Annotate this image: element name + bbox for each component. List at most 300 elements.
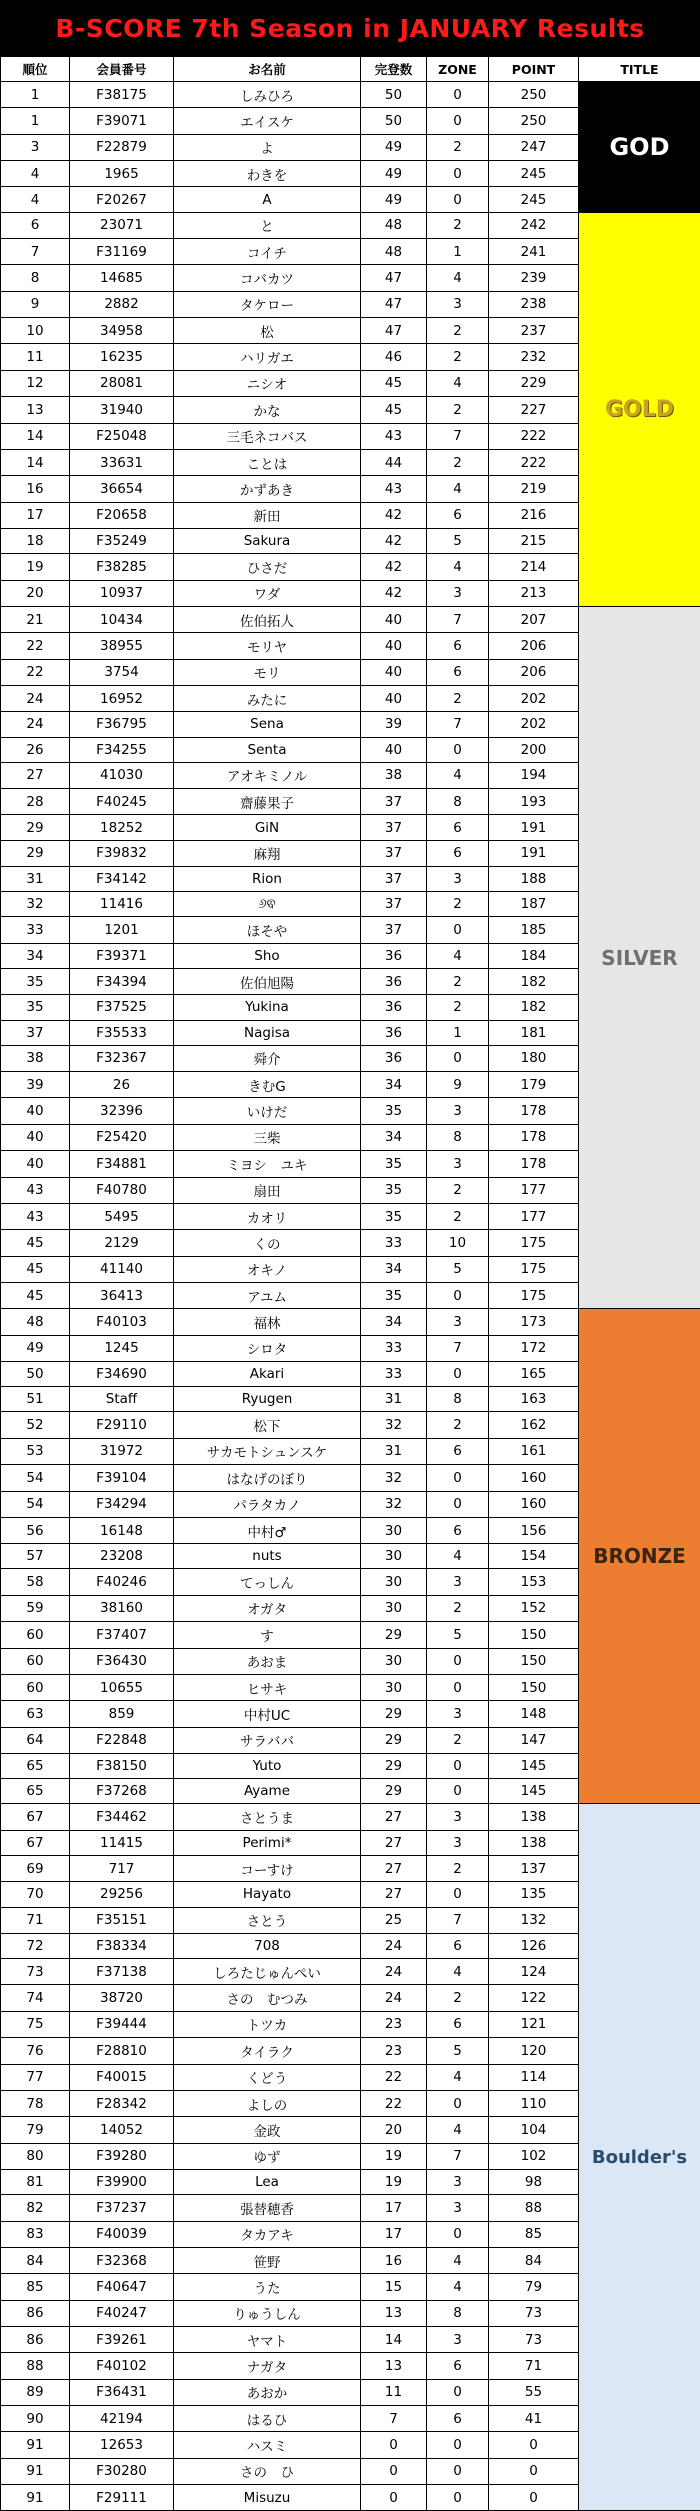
point-cell: 153: [489, 1569, 579, 1595]
zone-cell: 0: [427, 1648, 489, 1674]
name-cell: Lea: [174, 2169, 361, 2194]
zone-cell: 8: [427, 1124, 489, 1150]
member-number-cell: 32396: [70, 1098, 174, 1124]
zone-cell: 4: [427, 2064, 489, 2090]
col-header-zone: ZONE: [427, 57, 489, 82]
zone-cell: 2: [427, 1855, 489, 1881]
completed-cell: 40: [361, 633, 427, 659]
rank-cell: 17: [1, 502, 70, 528]
rank-cell: 45: [1, 1282, 70, 1308]
name-cell: ヒサキ: [174, 1674, 361, 1700]
rank-cell: 40: [1, 1124, 70, 1150]
member-number-cell: F34881: [70, 1151, 174, 1177]
name-cell: す: [174, 1622, 361, 1648]
name-cell: 松下: [174, 1412, 361, 1438]
point-cell: 150: [489, 1674, 579, 1700]
rank-cell: 9: [1, 291, 70, 317]
point-cell: 238: [489, 291, 579, 317]
completed-cell: 42: [361, 580, 427, 606]
name-cell: うた: [174, 2274, 361, 2300]
point-cell: 160: [489, 1465, 579, 1491]
member-number-cell: 23071: [70, 212, 174, 238]
completed-cell: 45: [361, 397, 427, 423]
point-cell: 88: [489, 2195, 579, 2221]
completed-cell: 0: [361, 2458, 427, 2484]
rank-cell: 60: [1, 1648, 70, 1674]
rank-cell: 91: [1, 2458, 70, 2484]
rank-cell: 21: [1, 606, 70, 632]
member-number-cell: F40102: [70, 2353, 174, 2379]
rank-cell: 81: [1, 2169, 70, 2194]
rank-cell: 26: [1, 737, 70, 762]
member-number-cell: F40247: [70, 2300, 174, 2326]
zone-cell: 4: [427, 370, 489, 396]
point-cell: 0: [489, 2458, 579, 2484]
completed-cell: 15: [361, 2274, 427, 2300]
rank-cell: 85: [1, 2274, 70, 2300]
col-header-rank: 順位: [1, 57, 70, 82]
member-number-cell: F32367: [70, 1045, 174, 1071]
completed-cell: 32: [361, 1412, 427, 1438]
completed-cell: 44: [361, 449, 427, 475]
completed-cell: 39: [361, 712, 427, 737]
name-cell: コバカツ: [174, 265, 361, 291]
point-cell: 200: [489, 737, 579, 762]
name-cell: きむG: [174, 1072, 361, 1098]
rank-cell: 86: [1, 2326, 70, 2352]
point-cell: 132: [489, 1907, 579, 1933]
tier-title-god: GOD: [579, 82, 700, 213]
zone-cell: 0: [427, 1362, 489, 1387]
zone-cell: 6: [427, 1517, 489, 1543]
name-cell: さの むつみ: [174, 1985, 361, 2011]
point-cell: 137: [489, 1855, 579, 1881]
point-cell: 162: [489, 1412, 579, 1438]
point-cell: 181: [489, 1020, 579, 1045]
rank-cell: 14: [1, 423, 70, 449]
member-number-cell: F30280: [70, 2458, 174, 2484]
completed-cell: 40: [361, 659, 427, 685]
name-cell: さとうま: [174, 1804, 361, 1830]
rank-cell: 45: [1, 1230, 70, 1256]
completed-cell: 46: [361, 344, 427, 370]
name-cell: Yukina: [174, 995, 361, 1020]
rank-cell: 35: [1, 995, 70, 1020]
member-number-cell: 717: [70, 1855, 174, 1881]
point-cell: 165: [489, 1362, 579, 1387]
completed-cell: 37: [361, 840, 427, 866]
rank-cell: 79: [1, 2117, 70, 2143]
zone-cell: 0: [427, 1779, 489, 1804]
point-cell: 227: [489, 397, 579, 423]
zone-cell: 2: [427, 1985, 489, 2011]
completed-cell: 20: [361, 2117, 427, 2143]
point-cell: 0: [489, 2432, 579, 2458]
zone-cell: 3: [427, 1098, 489, 1124]
completed-cell: 42: [361, 502, 427, 528]
point-cell: 98: [489, 2169, 579, 2194]
rank-cell: 35: [1, 968, 70, 994]
zone-cell: 2: [427, 449, 489, 475]
member-number-cell: 29256: [70, 1882, 174, 1907]
rank-cell: 12: [1, 370, 70, 396]
completed-cell: 22: [361, 2064, 427, 2090]
rank-cell: 65: [1, 1779, 70, 1804]
member-number-cell: F34142: [70, 867, 174, 892]
completed-cell: 42: [361, 554, 427, 580]
zone-cell: 0: [427, 1465, 489, 1491]
name-cell: モリ: [174, 659, 361, 685]
name-cell: モリヤ: [174, 633, 361, 659]
name-cell: くの: [174, 1230, 361, 1256]
point-cell: 145: [489, 1779, 579, 1804]
name-cell: ほそや: [174, 917, 361, 943]
point-cell: 232: [489, 344, 579, 370]
point-cell: 222: [489, 449, 579, 475]
name-cell: 扇田: [174, 1177, 361, 1203]
point-cell: 179: [489, 1072, 579, 1098]
zone-cell: 5: [427, 1256, 489, 1282]
name-cell: タカアキ: [174, 2221, 361, 2247]
rank-cell: 67: [1, 1804, 70, 1830]
zone-cell: 7: [427, 712, 489, 737]
name-cell: わきを: [174, 161, 361, 187]
rank-cell: 73: [1, 1959, 70, 1985]
results-body: [1, 82, 700, 2511]
zone-cell: 2: [427, 1595, 489, 1621]
point-cell: 175: [489, 1256, 579, 1282]
rank-cell: 84: [1, 2247, 70, 2273]
member-number-cell: 38720: [70, 1985, 174, 2011]
point-cell: 154: [489, 1544, 579, 1569]
rank-cell: 72: [1, 1933, 70, 1958]
completed-cell: 29: [361, 1753, 427, 1778]
zone-cell: 0: [427, 2458, 489, 2484]
zone-cell: 0: [427, 1882, 489, 1907]
member-number-cell: F37237: [70, 2195, 174, 2221]
zone-cell: 3: [427, 2195, 489, 2221]
name-cell: ハリガエ: [174, 344, 361, 370]
name-cell: Rion: [174, 867, 361, 892]
point-cell: 241: [489, 239, 579, 265]
completed-cell: 40: [361, 606, 427, 632]
rank-cell: 4: [1, 161, 70, 187]
table-row: [1, 606, 700, 632]
point-cell: 239: [489, 265, 579, 291]
zone-cell: 0: [427, 2485, 489, 2511]
point-cell: 182: [489, 968, 579, 994]
rank-cell: 7: [1, 239, 70, 265]
completed-cell: 34: [361, 1256, 427, 1282]
point-cell: 247: [489, 134, 579, 160]
completed-cell: 34: [361, 1309, 427, 1335]
point-cell: 161: [489, 1438, 579, 1464]
zone-cell: 2: [427, 685, 489, 711]
completed-cell: 30: [361, 1544, 427, 1569]
zone-cell: 3: [427, 1309, 489, 1335]
name-cell: オキノ: [174, 1256, 361, 1282]
completed-cell: 29: [361, 1701, 427, 1727]
member-number-cell: 42194: [70, 2406, 174, 2432]
name-cell: GiN: [174, 815, 361, 840]
completed-cell: 14: [361, 2326, 427, 2352]
zone-cell: 2: [427, 968, 489, 994]
zone-cell: 4: [427, 762, 489, 788]
completed-cell: 36: [361, 995, 427, 1020]
member-number-cell: F29111: [70, 2485, 174, 2511]
zone-cell: 6: [427, 815, 489, 840]
member-number-cell: F37407: [70, 1622, 174, 1648]
rank-cell: 20: [1, 580, 70, 606]
member-number-cell: F39261: [70, 2326, 174, 2352]
completed-cell: 31: [361, 1387, 427, 1412]
point-cell: 41: [489, 2406, 579, 2432]
rank-cell: 56: [1, 1517, 70, 1543]
point-cell: 206: [489, 659, 579, 685]
name-cell: よしの: [174, 2090, 361, 2116]
rank-cell: 34: [1, 943, 70, 968]
completed-cell: 33: [361, 1335, 427, 1361]
completed-cell: 35: [361, 1151, 427, 1177]
name-cell: はなげのぼり: [174, 1465, 361, 1491]
point-cell: 188: [489, 867, 579, 892]
rank-cell: 78: [1, 2090, 70, 2116]
completed-cell: 33: [361, 1230, 427, 1256]
member-number-cell: F40647: [70, 2274, 174, 2300]
point-cell: 145: [489, 1753, 579, 1778]
member-number-cell: F39071: [70, 108, 174, 134]
member-number-cell: 1245: [70, 1335, 174, 1361]
zone-cell: 6: [427, 2406, 489, 2432]
member-number-cell: 1965: [70, 161, 174, 187]
completed-cell: 35: [361, 1282, 427, 1308]
member-number-cell: F38285: [70, 554, 174, 580]
col-header-member-number: 会員番号: [70, 57, 174, 82]
completed-cell: 49: [361, 134, 427, 160]
zone-cell: 4: [427, 1959, 489, 1985]
member-number-cell: F22848: [70, 1727, 174, 1753]
completed-cell: 13: [361, 2353, 427, 2379]
name-cell: カオリ: [174, 1203, 361, 1229]
point-cell: 104: [489, 2117, 579, 2143]
member-number-cell: 26: [70, 1072, 174, 1098]
zone-cell: 3: [427, 1804, 489, 1830]
point-cell: 237: [489, 318, 579, 344]
completed-cell: 27: [361, 1882, 427, 1907]
member-number-cell: F35533: [70, 1020, 174, 1045]
name-cell: 新田: [174, 502, 361, 528]
zone-cell: 2: [427, 1203, 489, 1229]
zone-cell: 0: [427, 1753, 489, 1778]
point-cell: 173: [489, 1309, 579, 1335]
zone-cell: 5: [427, 528, 489, 553]
name-cell: Ayame: [174, 1779, 361, 1804]
table-row: [1, 1309, 700, 1335]
completed-cell: 34: [361, 1124, 427, 1150]
zone-cell: 0: [427, 917, 489, 943]
name-cell: よ: [174, 134, 361, 160]
completed-cell: 27: [361, 1830, 427, 1855]
rank-cell: 37: [1, 1020, 70, 1045]
zone-cell: 4: [427, 265, 489, 291]
completed-cell: 37: [361, 789, 427, 815]
name-cell: オガタ: [174, 1595, 361, 1621]
name-cell: かな: [174, 397, 361, 423]
zone-cell: 0: [427, 2090, 489, 2116]
completed-cell: 17: [361, 2221, 427, 2247]
member-number-cell: F39104: [70, 1465, 174, 1491]
completed-cell: 30: [361, 1595, 427, 1621]
point-cell: 73: [489, 2300, 579, 2326]
zone-cell: 2: [427, 397, 489, 423]
member-number-cell: F36795: [70, 712, 174, 737]
zone-cell: 5: [427, 1622, 489, 1648]
zone-cell: 5: [427, 2038, 489, 2064]
rank-cell: 74: [1, 1985, 70, 2011]
point-cell: 202: [489, 712, 579, 737]
point-cell: 150: [489, 1648, 579, 1674]
table-row: [1, 82, 700, 108]
member-number-cell: F38334: [70, 1933, 174, 1958]
completed-cell: 19: [361, 2169, 427, 2194]
member-number-cell: 33631: [70, 449, 174, 475]
name-cell: ୬ଵ: [174, 892, 361, 917]
point-cell: 182: [489, 995, 579, 1020]
member-number-cell: F34394: [70, 968, 174, 994]
rank-cell: 54: [1, 1491, 70, 1517]
member-number-cell: F25048: [70, 423, 174, 449]
zone-cell: 0: [427, 161, 489, 187]
completed-cell: 47: [361, 265, 427, 291]
point-cell: 206: [489, 633, 579, 659]
member-number-cell: F36430: [70, 1648, 174, 1674]
name-cell: しろたじゅんぺい: [174, 1959, 361, 1985]
name-cell: Misuzu: [174, 2485, 361, 2511]
completed-cell: 7: [361, 2406, 427, 2432]
completed-cell: 27: [361, 1855, 427, 1881]
zone-cell: 1: [427, 239, 489, 265]
completed-cell: 35: [361, 1177, 427, 1203]
name-cell: 中村♂: [174, 1517, 361, 1543]
member-number-cell: F34294: [70, 1491, 174, 1517]
member-number-cell: F37525: [70, 995, 174, 1020]
completed-cell: 27: [361, 1804, 427, 1830]
rank-cell: 69: [1, 1855, 70, 1881]
zone-cell: 6: [427, 1933, 489, 1958]
point-cell: 177: [489, 1203, 579, 1229]
completed-cell: 43: [361, 423, 427, 449]
zone-cell: 4: [427, 2117, 489, 2143]
member-number-cell: F39280: [70, 2143, 174, 2169]
rank-cell: 54: [1, 1465, 70, 1491]
member-number-cell: F39444: [70, 2011, 174, 2037]
point-cell: 124: [489, 1959, 579, 1985]
name-cell: Senta: [174, 737, 361, 762]
completed-cell: 49: [361, 161, 427, 187]
completed-cell: 30: [361, 1569, 427, 1595]
zone-cell: 3: [427, 1830, 489, 1855]
point-cell: 55: [489, 2379, 579, 2405]
zone-cell: 0: [427, 1045, 489, 1071]
point-cell: 135: [489, 1882, 579, 1907]
completed-cell: 32: [361, 1465, 427, 1491]
name-cell: しみひろ: [174, 82, 361, 108]
member-number-cell: 16952: [70, 685, 174, 711]
rank-cell: 60: [1, 1622, 70, 1648]
member-number-cell: F40103: [70, 1309, 174, 1335]
point-cell: 172: [489, 1335, 579, 1361]
rank-cell: 14: [1, 449, 70, 475]
member-number-cell: F28810: [70, 2038, 174, 2064]
zone-cell: 4: [427, 2247, 489, 2273]
zone-cell: 8: [427, 1387, 489, 1412]
name-cell: くどう: [174, 2064, 361, 2090]
completed-cell: 29: [361, 1779, 427, 1804]
zone-cell: 1: [427, 1020, 489, 1045]
zone-cell: 2: [427, 212, 489, 238]
completed-cell: 19: [361, 2143, 427, 2169]
zone-cell: 3: [427, 2169, 489, 2194]
completed-cell: 37: [361, 892, 427, 917]
name-cell: Yuto: [174, 1753, 361, 1778]
member-number-cell: 14052: [70, 2117, 174, 2143]
name-cell: Nagisa: [174, 1020, 361, 1045]
member-number-cell: F35249: [70, 528, 174, 553]
tier-title-boulder: Boulder's: [579, 1804, 700, 2511]
member-number-cell: F28342: [70, 2090, 174, 2116]
member-number-cell: F34462: [70, 1804, 174, 1830]
member-number-cell: F20658: [70, 502, 174, 528]
point-cell: 152: [489, 1595, 579, 1621]
zone-cell: 2: [427, 1727, 489, 1753]
zone-cell: 7: [427, 2143, 489, 2169]
rank-cell: 33: [1, 917, 70, 943]
zone-cell: 6: [427, 2353, 489, 2379]
member-number-cell: 14685: [70, 265, 174, 291]
zone-cell: 0: [427, 737, 489, 762]
name-cell: アオキミノル: [174, 762, 361, 788]
name-cell: ひさだ: [174, 554, 361, 580]
completed-cell: 11: [361, 2379, 427, 2405]
point-cell: 120: [489, 2038, 579, 2064]
rank-cell: 89: [1, 2379, 70, 2405]
completed-cell: 49: [361, 187, 427, 212]
member-number-cell: F22879: [70, 134, 174, 160]
completed-cell: 40: [361, 737, 427, 762]
point-cell: 187: [489, 892, 579, 917]
completed-cell: 24: [361, 1959, 427, 1985]
zone-cell: 4: [427, 2274, 489, 2300]
zone-cell: 0: [427, 2379, 489, 2405]
member-number-cell: 10937: [70, 580, 174, 606]
rank-cell: 27: [1, 762, 70, 788]
member-number-cell: F39832: [70, 840, 174, 866]
zone-cell: 2: [427, 134, 489, 160]
zone-cell: 4: [427, 476, 489, 502]
rank-cell: 32: [1, 892, 70, 917]
rank-cell: 10: [1, 318, 70, 344]
name-cell: ナガタ: [174, 2353, 361, 2379]
rank-cell: 4: [1, 187, 70, 212]
rank-cell: 91: [1, 2432, 70, 2458]
completed-cell: 36: [361, 1020, 427, 1045]
rank-cell: 1: [1, 108, 70, 134]
rank-cell: 8: [1, 265, 70, 291]
completed-cell: 33: [361, 1362, 427, 1387]
rank-cell: 50: [1, 1362, 70, 1387]
table-row: [1, 1804, 700, 1830]
zone-cell: 4: [427, 1544, 489, 1569]
